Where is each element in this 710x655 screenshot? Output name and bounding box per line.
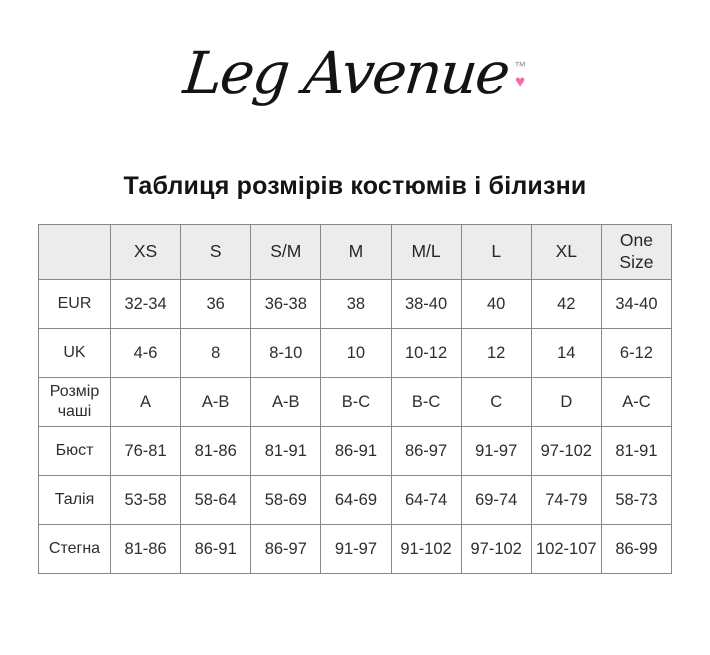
header-row [39, 225, 672, 280]
size-value-cell: C [461, 378, 531, 427]
brand-logo-marks [514, 44, 526, 90]
heart-icon: ♥ [514, 72, 526, 91]
trademark-symbol: ™ [514, 59, 527, 73]
size-value-cell: 36 [181, 280, 251, 329]
size-header-cell: XS [111, 225, 181, 280]
size-value-cell: 40 [461, 280, 531, 329]
size-header-cell: S [181, 225, 251, 280]
size-table-body [39, 280, 672, 574]
size-header-cell: M [321, 225, 391, 280]
size-value-cell: 42 [531, 280, 601, 329]
size-value-cell: 91-97 [461, 427, 531, 476]
size-value-cell: 64-74 [391, 476, 461, 525]
size-value-cell: 102-107 [531, 525, 601, 574]
size-value-cell: 36-38 [251, 280, 321, 329]
page-title: Таблиця розмірів костюмів і білизни [123, 172, 587, 200]
size-value-cell: 38 [321, 280, 391, 329]
row-label: Стегна [39, 525, 111, 574]
table-row [39, 378, 672, 427]
size-value-cell: 8 [181, 329, 251, 378]
row-label: Розмір чаші [39, 378, 111, 427]
size-value-cell: B-C [321, 378, 391, 427]
size-value-cell: 81-86 [181, 427, 251, 476]
size-value-cell: 10-12 [391, 329, 461, 378]
row-label: Талія [39, 476, 111, 525]
corner-cell [39, 225, 111, 280]
size-value-cell: 86-99 [601, 525, 671, 574]
size-value-cell: 53-58 [111, 476, 181, 525]
size-table [38, 224, 672, 574]
size-value-cell: 58-73 [601, 476, 671, 525]
size-value-cell: A-C [601, 378, 671, 427]
row-label: UK [39, 329, 111, 378]
size-value-cell: 4-6 [111, 329, 181, 378]
size-header-cell: S/M [251, 225, 321, 280]
size-value-cell: 38-40 [391, 280, 461, 329]
size-value-cell: 64-69 [321, 476, 391, 525]
size-value-cell: 74-79 [531, 476, 601, 525]
size-header-cell: One Size [601, 225, 671, 280]
size-header-cell: XL [531, 225, 601, 280]
size-value-cell: 91-97 [321, 525, 391, 574]
size-value-cell: 14 [531, 329, 601, 378]
size-table-head [39, 225, 672, 280]
size-value-cell: 69-74 [461, 476, 531, 525]
size-value-cell: 97-102 [531, 427, 601, 476]
size-value-cell: 81-91 [251, 427, 321, 476]
size-value-cell: 58-69 [251, 476, 321, 525]
table-row [39, 329, 672, 378]
row-label: EUR [39, 280, 111, 329]
size-value-cell: 86-97 [391, 427, 461, 476]
size-value-cell: 10 [321, 329, 391, 378]
size-value-cell: 81-86 [111, 525, 181, 574]
table-row [39, 427, 672, 476]
size-value-cell: 6-12 [601, 329, 671, 378]
size-value-cell: 8-10 [251, 329, 321, 378]
size-value-cell: D [531, 378, 601, 427]
size-value-cell: A-B [181, 378, 251, 427]
size-value-cell: 76-81 [111, 427, 181, 476]
size-value-cell: 86-91 [321, 427, 391, 476]
size-value-cell: 86-97 [251, 525, 321, 574]
size-value-cell: 97-102 [461, 525, 531, 574]
size-value-cell: A [111, 378, 181, 427]
size-header-cell: L [461, 225, 531, 280]
size-value-cell: 32-34 [111, 280, 181, 329]
size-value-cell: 58-64 [181, 476, 251, 525]
size-value-cell: 81-91 [601, 427, 671, 476]
row-label: Бюст [39, 427, 111, 476]
size-value-cell: B-C [391, 378, 461, 427]
size-value-cell: 86-91 [181, 525, 251, 574]
table-row [39, 476, 672, 525]
size-value-cell: 12 [461, 329, 531, 378]
size-value-cell: A-B [251, 378, 321, 427]
size-header-cell: M/L [391, 225, 461, 280]
table-row [39, 280, 672, 329]
size-value-cell: 34-40 [601, 280, 671, 329]
brand-logo [0, 0, 710, 148]
brand-logo-text: Leg Avenue [180, 39, 512, 107]
size-value-cell: 91-102 [391, 525, 461, 574]
table-row [39, 525, 672, 574]
